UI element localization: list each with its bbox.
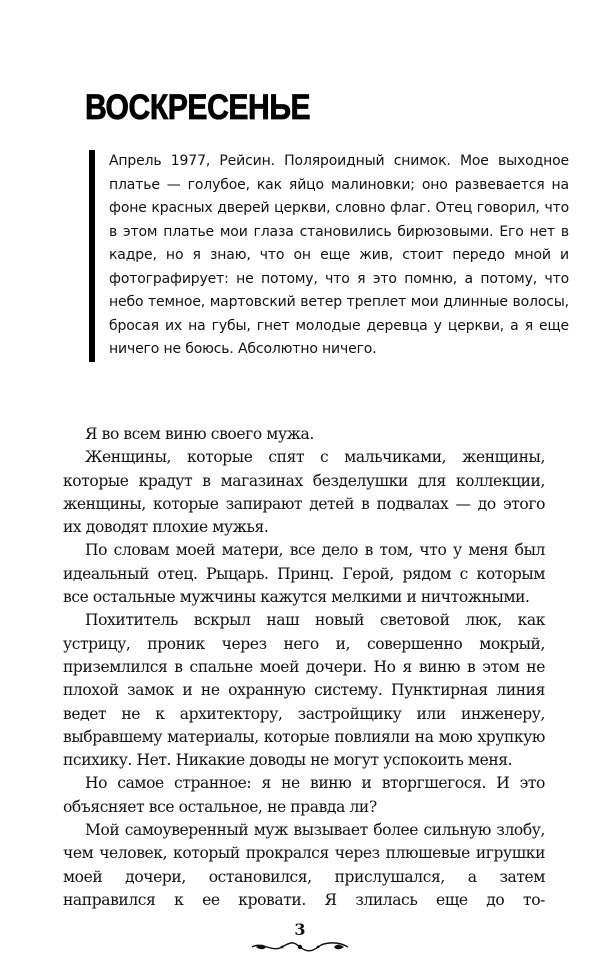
paragraph: Мой самоуверенный муж вызывает более сильную злобу, чем человек, который прокрался через плюшевые игрушки моей дочери, остановился, прислушался, а затем направился к ее кровати. Я злилась еще до то- [63, 821, 545, 909]
chapter-title: ВОСКРЕСЕНЬЕ [85, 88, 311, 127]
paragraph: Похититель вскрыл наш новый световой люк, как устрицу, проник через него и, совершенно мокрый, приземлился в спальне моей дочери. Но я виню в этом не плохой замок и не охранную систему. Пунктирная линия ведет не к архитектору, застройщику или инженеру, выбравшему материалы, которые повлияли на мою хрупкую психику. Нет. Никакие доводы не могут успокоить меня. [63, 611, 545, 770]
paragraph: Я во всем виню своего мужа. [85, 425, 314, 443]
epigraph-block [89, 150, 569, 362]
paragraph: По словам моей матери, все дело в том, что у меня был идеальный отец. Рыцарь. Принц. Герой, рядом с которым все остальные мужчины кажутся мелкими и ничтожными. [63, 541, 545, 607]
body-text [63, 423, 545, 912]
ornament-flourish-icon [250, 940, 350, 954]
page-number: 3 [294, 920, 306, 939]
paragraph: Женщины, которые спят с мальчиками, женщины, которые крадут в магазинах безделушки для коллекции, женщины, которые запирают детей в подвалах — до этого их доводят плохие мужья. [63, 448, 545, 537]
paragraph: Но самое странное: я не виню и вторгшегося. И это объясняет все остальное, не правда ли? [63, 774, 545, 816]
epigraph-text: Апрель 1977, Рейсин. Поляроидный снимок. Мое выходное платье — голубое, как яйцо малиновки; оно развевается на фоне красных дверей церкви, словно флаг. Отец говорил, что в этом платье мои глаза становились бирюзовыми. Его нет в кадре, но я знаю, что он еще жив, стоит передо мной и фотографирует: не потому, что я это помню, а потому, что небо темное, мартовский ветер треплет мои длинные волосы, бросая их на губы, гнет молодые деревца у церкви, а я еще ничего не боюсь. Абсолютно ничего. [109, 153, 569, 357]
